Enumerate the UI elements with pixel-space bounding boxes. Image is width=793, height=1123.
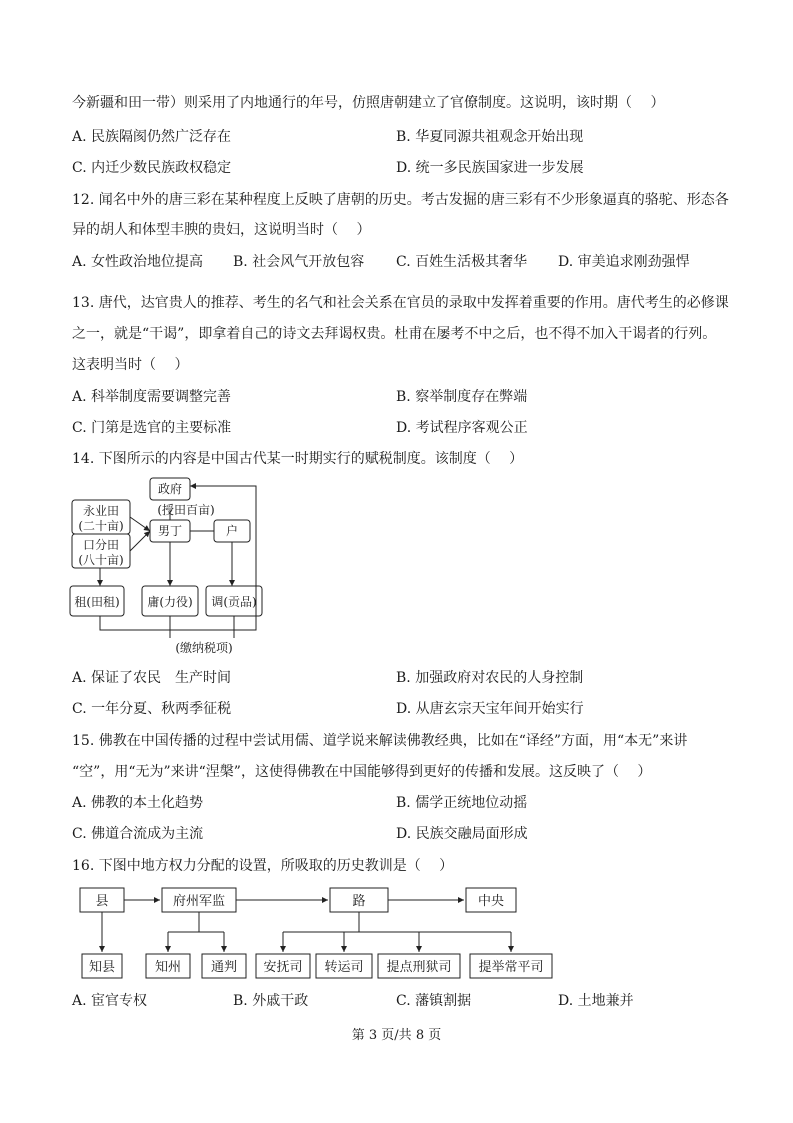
- q16-stem: 16. 下图中地方权力分配的设置，所吸取的历史教训是（ ）: [72, 858, 454, 874]
- tax-system-diagram: [66, 474, 270, 660]
- central-label: 中央: [477, 894, 505, 909]
- q11-text: 今新疆和田一带）则采用了内地通行的年号，仿照唐朝建立了官僚制度。这说明，该时期（ ）: [72, 95, 665, 111]
- q14-option-d[interactable]: D. 从唐玄宗天宝年间开始实行: [396, 701, 584, 717]
- pay-label: (缴纳税项): [175, 641, 233, 655]
- anfu-label: 安抚司: [263, 960, 303, 975]
- zhuanyun-label: 转运司: [324, 960, 364, 975]
- q13-option-b[interactable]: B. 察举制度存在弊端: [396, 389, 528, 405]
- q13-option-a[interactable]: A. 科举制度需要调整完善: [72, 389, 232, 405]
- tiju-label: 提举常平司: [478, 960, 544, 975]
- q14-option-b[interactable]: B. 加强政府对农民的人身控制: [396, 670, 584, 686]
- q12-option-a[interactable]: A. 女性政治地位提高: [72, 254, 204, 270]
- zhizhou-label: 知州: [154, 960, 182, 975]
- q15-option-b[interactable]: B. 儒学正统地位动摇: [396, 795, 528, 811]
- q15-option-c[interactable]: C. 佛道合流成为主流: [72, 826, 204, 842]
- q12-stem-line1: 12. 闻名中外的唐三彩在某种程度上反映了唐朝的历史。考古发掘的唐三彩有不少形象逼真的骆驼、形态各: [72, 192, 729, 208]
- q12-stem-line2: 异的胡人和体型丰腴的贵妇，这说明当时（ ）: [72, 222, 371, 238]
- zhixian-label: 知县: [88, 960, 116, 975]
- q11-option-d[interactable]: D. 统一多民族国家进一步发展: [396, 160, 584, 176]
- page-footer: 第 3 页/共 8 页: [351, 1028, 442, 1043]
- local-power-diagram: [72, 884, 562, 980]
- q13-stem-line2: 之一，就是“干谒”，即拿着自己的诗文去拜谒权贵。杜甫在屡考不中之后，也不得不加入干谒者的行列。: [72, 326, 717, 342]
- q15-stem-line1: 15. 佛教在中国传播的过程中尝试用儒、道学说来解读佛教经典，比如在“译经”方面，用“本无”来讲: [72, 733, 688, 749]
- q13-option-d[interactable]: D. 考试程序客观公正: [396, 420, 528, 436]
- q15-option-d[interactable]: D. 民族交融局面形成: [396, 826, 528, 842]
- q15-stem-line2: “空”，用“无为”来讲“涅槃”，这使得佛教在中国能够得到更好的传播和发展。这反映了（ ）: [72, 764, 652, 780]
- q13-stem-line1: 13. 唐代，达官贵人的推荐、考生的名气和社会关系在官员的录取中发挥着重要的作用。唐代考生的必修课: [72, 295, 729, 311]
- q11-option-b[interactable]: B. 华夏同源共祖观念开始出现: [396, 129, 584, 145]
- koufen-label-1: 口分田: [82, 538, 120, 552]
- q14-option-a[interactable]: A. 保证了农民 生产时间: [72, 670, 232, 686]
- q13-stem-line3: 这表明当时（ ）: [72, 357, 189, 373]
- q16-option-d[interactable]: D. 土地兼并: [558, 993, 634, 1009]
- grant-label: (授田百亩): [157, 503, 215, 517]
- q15-option-a[interactable]: A. 佛教的本土化趋势: [72, 795, 204, 811]
- koufen-label-2: (八十亩): [78, 553, 124, 567]
- q13-option-c[interactable]: C. 门第是选官的主要标准: [72, 420, 232, 436]
- q11-option-a[interactable]: A. 民族隔阂仍然广泛存在: [72, 129, 232, 145]
- county-label: 县: [95, 894, 109, 909]
- tongpan-label: 通判: [210, 960, 238, 975]
- gov-label: 政府: [157, 482, 183, 496]
- male-label: 男丁: [157, 524, 183, 538]
- q14-option-c[interactable]: C. 一年分夏、秋两季征税: [72, 701, 232, 717]
- q12-option-b[interactable]: B. 社会风气开放包容: [233, 254, 365, 270]
- zu-label: 租(田租): [74, 595, 120, 609]
- tidian-label: 提点刑狱司: [386, 960, 452, 975]
- q16-option-a[interactable]: A. 宦官专权: [72, 993, 148, 1009]
- q12-option-c[interactable]: C. 百姓生活极其奢华: [396, 254, 528, 270]
- q11-option-c[interactable]: C. 内迁少数民族政权稳定: [72, 160, 232, 176]
- q16-option-b[interactable]: B. 外戚干政: [233, 993, 309, 1009]
- q16-option-c[interactable]: C. 藩镇割据: [396, 993, 472, 1009]
- q14-stem: 14. 下图所示的内容是中国古代某一时期实行的赋税制度。该制度（ ）: [72, 451, 524, 467]
- diao-label: 调(贡品): [211, 595, 257, 609]
- q12-option-d[interactable]: D. 审美追求刚劲强悍: [558, 254, 690, 270]
- yong-label: 庸(力役): [147, 595, 193, 609]
- yongye-label-2: (二十亩): [78, 519, 124, 533]
- household-label: 户: [225, 524, 239, 538]
- circuit-label: 路: [352, 894, 366, 909]
- prefecture-label: 府州军监: [172, 894, 226, 909]
- yongye-label-1: 永业田: [82, 504, 120, 518]
